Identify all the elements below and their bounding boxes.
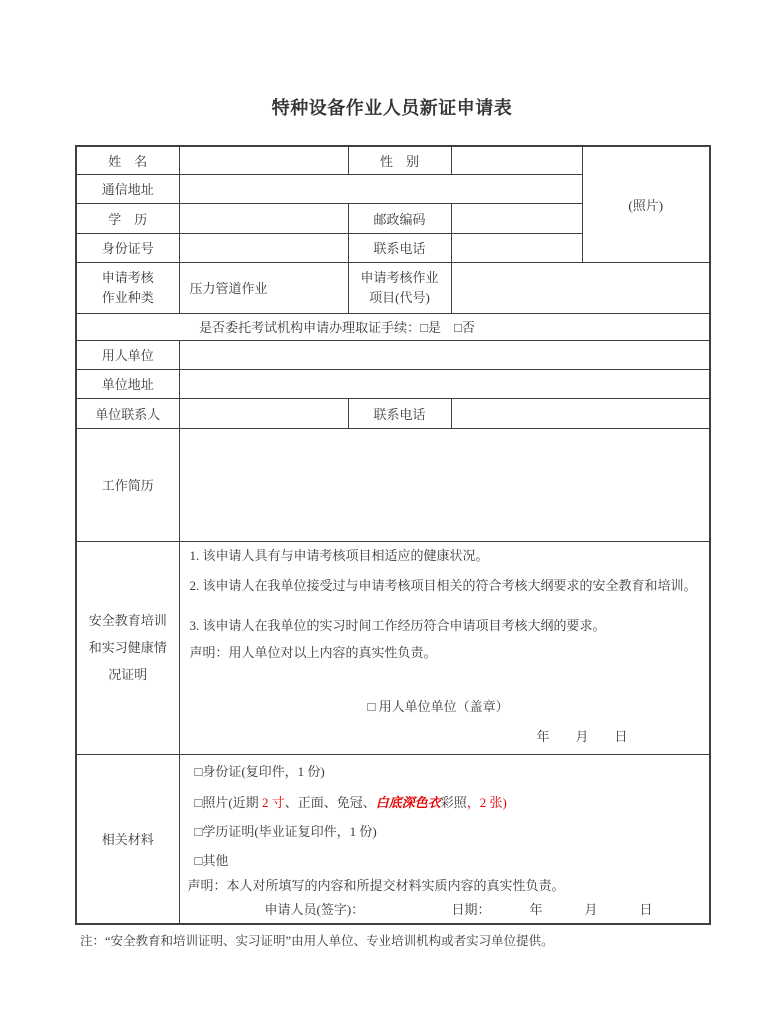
exam-type-value: 压力管道作业 [179, 262, 348, 313]
comm-address-label: 通信地址 [76, 174, 179, 203]
materials-statement: 声明：本人对所填写的内容和所提交材料实质内容的真实性负责。 [187, 877, 565, 893]
safety-item-2: 2. 该申请人在我单位接受过与申请考核项目相关的符合考核大纲要求的安全教育和培训。 [189, 577, 697, 593]
work-history-field[interactable] [179, 428, 710, 541]
safety-cert-label [76, 541, 179, 754]
exam-project-label [348, 262, 451, 313]
comm-address-field[interactable] [179, 174, 582, 203]
exam-type-label [76, 262, 179, 313]
work-history-label: 工作简历 [76, 428, 179, 541]
name-label: 姓 名 [76, 146, 179, 174]
gender-field[interactable] [451, 146, 582, 174]
education-label: 学 历 [76, 203, 179, 233]
postal-code-field[interactable] [451, 203, 582, 233]
applicant-signature-label[interactable]: 申请人员(签字)： [264, 901, 365, 917]
photo-req-count-red: ，2 张) [466, 794, 507, 810]
materials-label: 相关材料 [76, 754, 179, 924]
photo-req-clothing-red: 白底深色衣 [375, 794, 441, 810]
contact-phone-label: 联系电话 [348, 398, 451, 428]
delegate-row [76, 313, 710, 340]
education-field[interactable] [179, 203, 348, 233]
safety-date-line: 年 月 日 [536, 728, 628, 744]
signature-month-label: 月 [584, 901, 598, 917]
footnote: 注：“安全教育和培训证明、实习证明”由用人单位、专业培训机构或者实习单位提供。 [80, 934, 554, 948]
employer-address-label: 单位地址 [76, 369, 179, 398]
contact-phone-field[interactable] [451, 398, 710, 428]
employer-contact-label: 单位联系人 [76, 398, 179, 428]
exam-type-label-line2: 作业种类 [101, 289, 154, 305]
checkbox-id-copy[interactable]: □身份证(复印件，1 份) [194, 763, 325, 779]
employer-label: 用人单位 [76, 340, 179, 369]
exam-type-label-line1: 申请考核 [101, 269, 154, 285]
photo-req-size-red: 2 寸 [261, 794, 285, 810]
photo-req-segment-3: 、正面、免冠、 [284, 794, 376, 810]
postal-code-label: 邮政编码 [348, 203, 451, 233]
employer-contact-field[interactable] [179, 398, 348, 428]
photo-placeholder-cell [582, 146, 710, 262]
name-field[interactable] [179, 146, 348, 174]
employer-address-field[interactable] [179, 369, 710, 398]
checkbox-education-cert[interactable]: □学历证明(毕业证复印件，1 份) [194, 823, 377, 839]
safety-cert-label-line1: 安全教育培训 [88, 613, 167, 628]
application-form-table [75, 145, 711, 925]
delegate-question-checkboxes[interactable]: 是否委托考试机构申请办理取证手续：□是 □否 [199, 320, 475, 335]
page-title: 特种设备作业人员新证申请表 [271, 98, 513, 118]
signature-day-label: 日 [639, 901, 653, 917]
checkbox-photo[interactable] [195, 794, 507, 812]
photo-placeholder-label: (照片) [628, 197, 664, 213]
signature-date-label: 日期： [451, 901, 491, 917]
exam-project-label-line1: 申请考核作业 [360, 269, 439, 285]
photo-req-segment-5: 彩照 [440, 794, 467, 810]
checkbox-other[interactable]: □其他 [194, 852, 229, 868]
employer-stamp-checkbox-line[interactable]: □ 用人单位单位（盖章） [367, 698, 509, 714]
phone-label: 联系电话 [348, 233, 451, 262]
safety-cert-content [179, 541, 710, 754]
safety-item-1: 1. 该申请人具有与申请考核项目相适应的健康状况。 [189, 547, 489, 563]
id-number-field[interactable] [179, 233, 348, 262]
gender-label: 性 别 [348, 146, 451, 174]
safety-statement: 声明：用人单位对以上内容的真实性负责。 [189, 644, 437, 660]
phone-field[interactable] [451, 233, 582, 262]
exam-project-label-line2: 项目(代号) [369, 289, 430, 305]
exam-project-field[interactable] [451, 262, 710, 313]
id-number-label: 身份证号 [76, 233, 179, 262]
employer-field[interactable] [179, 340, 710, 369]
safety-item-3: 3. 该申请人在我单位的实习时间工作经历符合申请项目考核大纲的要求。 [189, 617, 606, 633]
signature-year-label: 年 [529, 901, 543, 917]
photo-req-segment-1: □照片(近期 [194, 794, 262, 810]
materials-content [179, 754, 710, 924]
safety-cert-label-line2: 和实习健康情 [88, 640, 167, 655]
safety-cert-label-line3: 况证明 [108, 667, 148, 682]
